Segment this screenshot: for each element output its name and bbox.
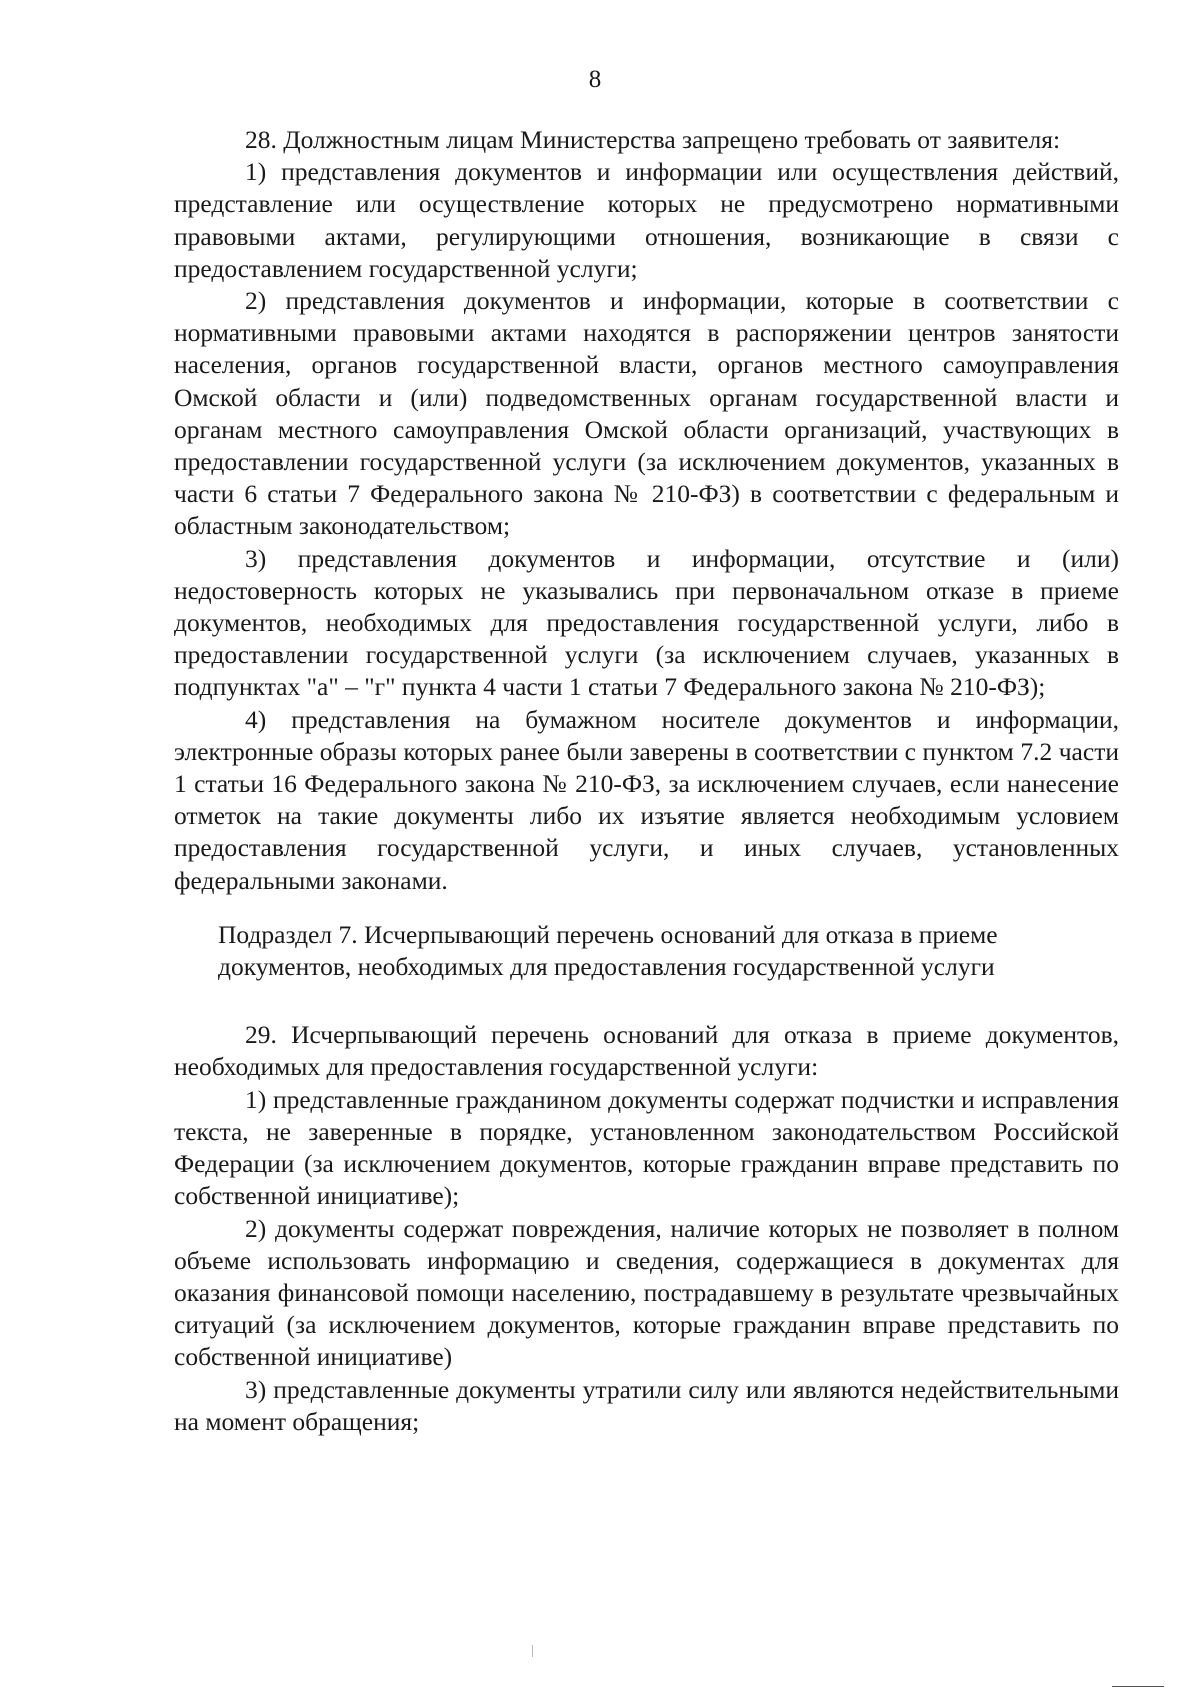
scan-edge-line [1112,1686,1164,1687]
document-body [174,124,1119,1438]
paragraph-29-item-3: 3) представленные документы утратили силу или являются недействительными на момент обращения; [174,1374,1119,1436]
subsection-7-heading-line-2: документов, необходимых для предоставления государственной услуги [218,952,995,982]
paragraph-29-item-2: 2) документы содержат повреждения, наличие которых не позволяет в полном объеме использовать информацию и сведения, содержащиеся в документах для оказания финансовой помощи населению, пострадавшему в результате чрезвычайных ситуаций (за исключением документов, которые гражданин вправе представить по собственной инициативе) [174,1213,1119,1372]
subsection-7-heading [174,919,1119,983]
scan-artifact [532,1645,533,1657]
paragraph-28-item-3: 3) представления документов и информации, отсутствие и (или) недостоверность которых не указывались при первоначальном отказе в приеме документов, необходимых для предоставления государственной услуги, либо в предоставлении государственной услуги (за исключением случаев, указанных в подпунктах "а" – "г" пункта 4 части 1 статьи 7 Федерального закона № 210-ФЗ); [174,543,1119,702]
paragraph-29-item-1: 1) представленные гражданином документы содержат подчистки и исправления текста, не заверенные в порядке, установленном законодательством Российской Федерации (за исключением документов, которые гражданин вправе представить по собственной инициативе); [174,1084,1119,1211]
paragraph-28-item-2: 2) представления документов и информации, которые в соответствии с нормативными правовыми актами находятся в распоряжении центров занятости населения, органов государственной власти, органов местного самоуправления Омской области и (или) подведомственных органам государственной власти и органам местного самоуправления Омской области организаций, участвующих в предоставлении государственной услуги (за исключением документов, указанных в части 6 статьи 7 Федерального закона № 210-ФЗ) в соответствии с федеральным и областным законодательством; [174,286,1119,541]
subsection-7-heading-line-1: Подраздел 7. Исчерпывающий перечень оснований для отказа в приеме [218,919,998,949]
paragraph-28-item-4: 4) представления на бумажном носителе документов и информации, электронные образы которых ранее были заверены в соответствии с пунктом 7.2 части 1 статьи 16 Федерального закона № 210-ФЗ, за исключением случаев, если нанесение отметок на такие документы либо их изъятие является необходимым условием предоставления государственной услуги, и иных случаев, установленных федеральными законами. [174,704,1119,895]
paragraph-28-intro: 28. Должностным лицам Министерства запрещено требовать от заявителя: [245,125,1061,154]
paragraph-28-item-1: 1) представления документов и информации или осуществления действий, представление или осуществление которых не предусмотрено нормативными правовыми актами, регулирующими отношения, возникающие в связи с предоставлением государственной услуги; [174,157,1119,283]
paragraph-29-intro: 29. Исчерпывающий перечень оснований для отказа в приеме документов, необходимых для предоставления государственной услуги: [174,1020,1119,1082]
page-number: 8 [588,66,602,93]
